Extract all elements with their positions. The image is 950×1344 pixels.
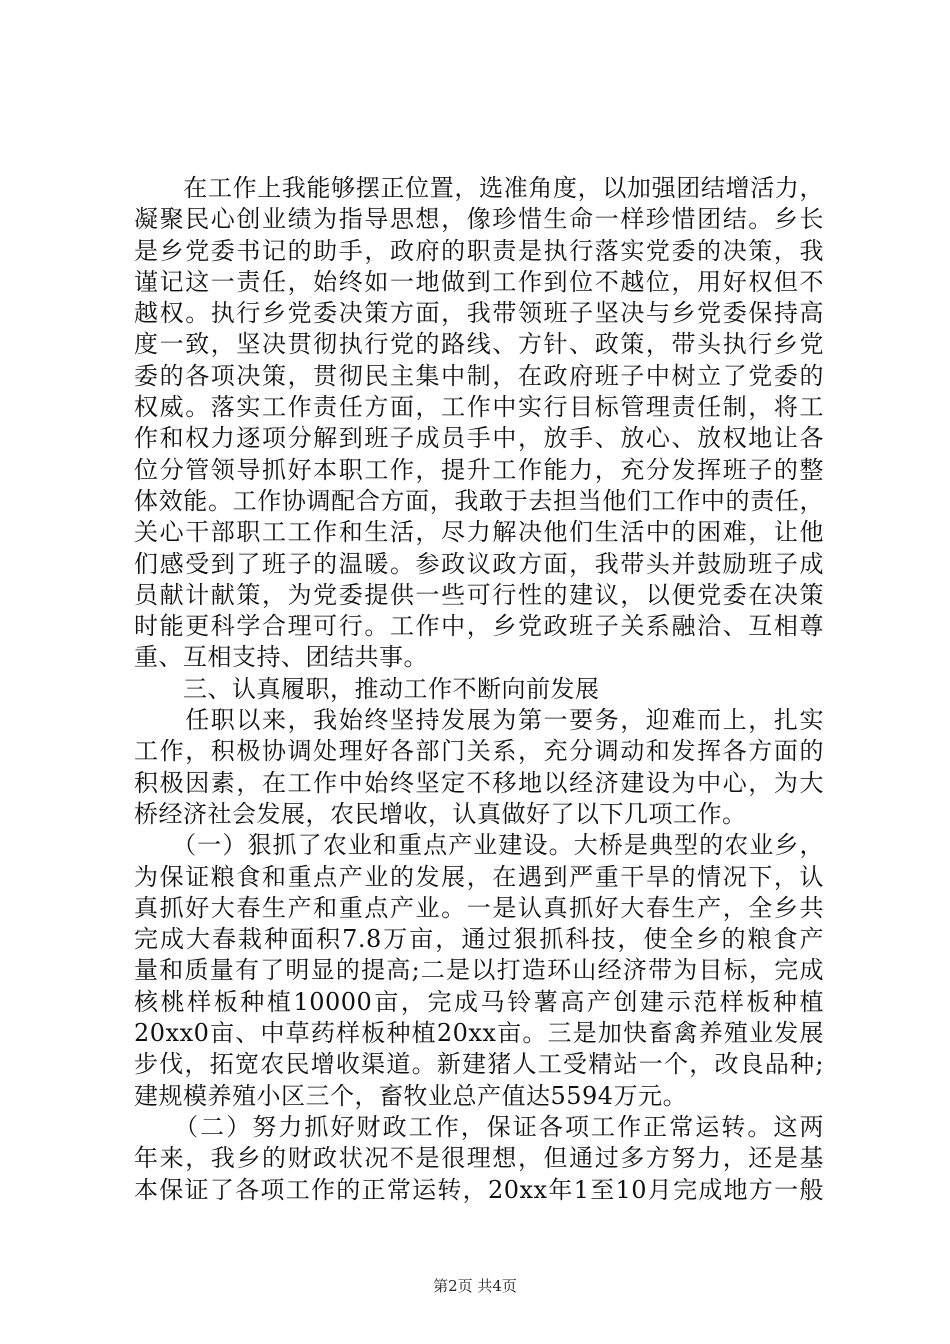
text-line: 度一致，坚决贯彻执行党的路线、方针、政策，带头执行乡党 — [134, 330, 824, 359]
page-footer: 第2页 共4页 — [433, 1277, 517, 1295]
text-line: 凝聚民心创业绩为指导思想，像珍惜生命一样珍惜团结。乡长 — [134, 205, 824, 234]
text-line: 委的各项决策，贯彻民主集中制，在政府班子中树立了党委的 — [134, 361, 824, 390]
text-line: （二）努力抓好财政工作，保证各项工作正常运转。这两 — [134, 1112, 824, 1141]
text-line: 关心干部职工工作和生活，尽力解决他们生活中的困难，让他 — [134, 518, 824, 547]
text-line: 建规模养殖小区三个，畜牧业总产值达5594万元。 — [134, 1081, 688, 1110]
text-line: 权威。落实工作责任方面，工作中实行目标管理责任制，将工 — [134, 393, 824, 422]
text-line: 本保证了各项工作的正常运转，20xx年1至10月完成地方一般 — [134, 1175, 824, 1204]
text-line: 们感受到了班子的温暖。参政议政方面，我带头并鼓励班子成 — [134, 549, 824, 578]
text-line: 越权。执行乡党委决策方面，我带领班子坚决与乡党委保持高 — [134, 299, 824, 328]
text-line: 任职以来，我始终坚持发展为第一要务，迎难而上，扎实 — [134, 706, 824, 735]
text-line: 步伐，拓宽农民增收渠道。新建猪人工受精站一个，改良品种; — [134, 1050, 824, 1079]
text-line: 位分管领导抓好本职工作，提升工作能力，充分发挥班子的整 — [134, 455, 824, 484]
text-line: 年来，我乡的财政状况不是很理想，但通过多方努力，还是基 — [134, 1144, 824, 1173]
text-line: 作和权力逐项分解到班子成员手中，放手、放心、放权地让各 — [134, 424, 824, 453]
text-line: 20xx0亩、中草药样板种植20xx亩。三是加快畜禽养殖业发展 — [134, 1019, 824, 1048]
text-line: 时能更科学合理可行。工作中，乡党政班子关系融洽、互相尊 — [134, 612, 824, 641]
text-line: 积极因素，在工作中始终坚定不移地以经济建设为中心，为大 — [134, 768, 824, 797]
text-line: 谨记这一责任，始终如一地做到工作到位不越位，用好权但不 — [134, 267, 824, 296]
text-line: 核桃样板种植10000亩，完成马铃薯高产创建示范样板种植 — [134, 987, 824, 1016]
text-line: 量和质量有了明显的提高;二是以打造环山经济带为目标，完成 — [134, 956, 824, 985]
text-line: 员献计献策，为党委提供一些可行性的建议，以便党委在决策 — [134, 580, 824, 609]
text-line: 重、互相支持、团结共事。 — [134, 643, 428, 672]
text-line: 完成大春栽种面积7.8万亩，通过狠抓科技，使全乡的粮食产 — [134, 925, 824, 954]
text-line: 真抓好大春生产和重点产业。一是认真抓好大春生产，全乡共 — [134, 893, 824, 922]
text-line: 在工作上我能够摆正位置，选准角度，以加强团结增活力， — [134, 174, 824, 202]
text-line: 体效能。工作协调配合方面，我敢于去担当他们工作中的责任， — [134, 486, 824, 515]
text-line: （一）狠抓了农业和重点产业建设。大桥是典型的农业乡， — [134, 831, 824, 860]
text-line: 为保证粮食和重点产业的发展，在遇到严重干旱的情况下，认 — [134, 862, 824, 891]
text-line: 桥经济社会发展，农民增收，认真做好了以下几项工作。 — [134, 799, 747, 828]
section-heading: 三、认真履职，推动工作不断向前发展 — [134, 674, 600, 703]
text-line: 是乡党委书记的助手，政府的职责是执行落实党委的决策，我 — [134, 236, 824, 265]
body-text — [134, 173, 824, 1206]
text-line: 工作，积极协调处理好各部门关系，充分调动和发挥各方面的 — [134, 737, 824, 766]
